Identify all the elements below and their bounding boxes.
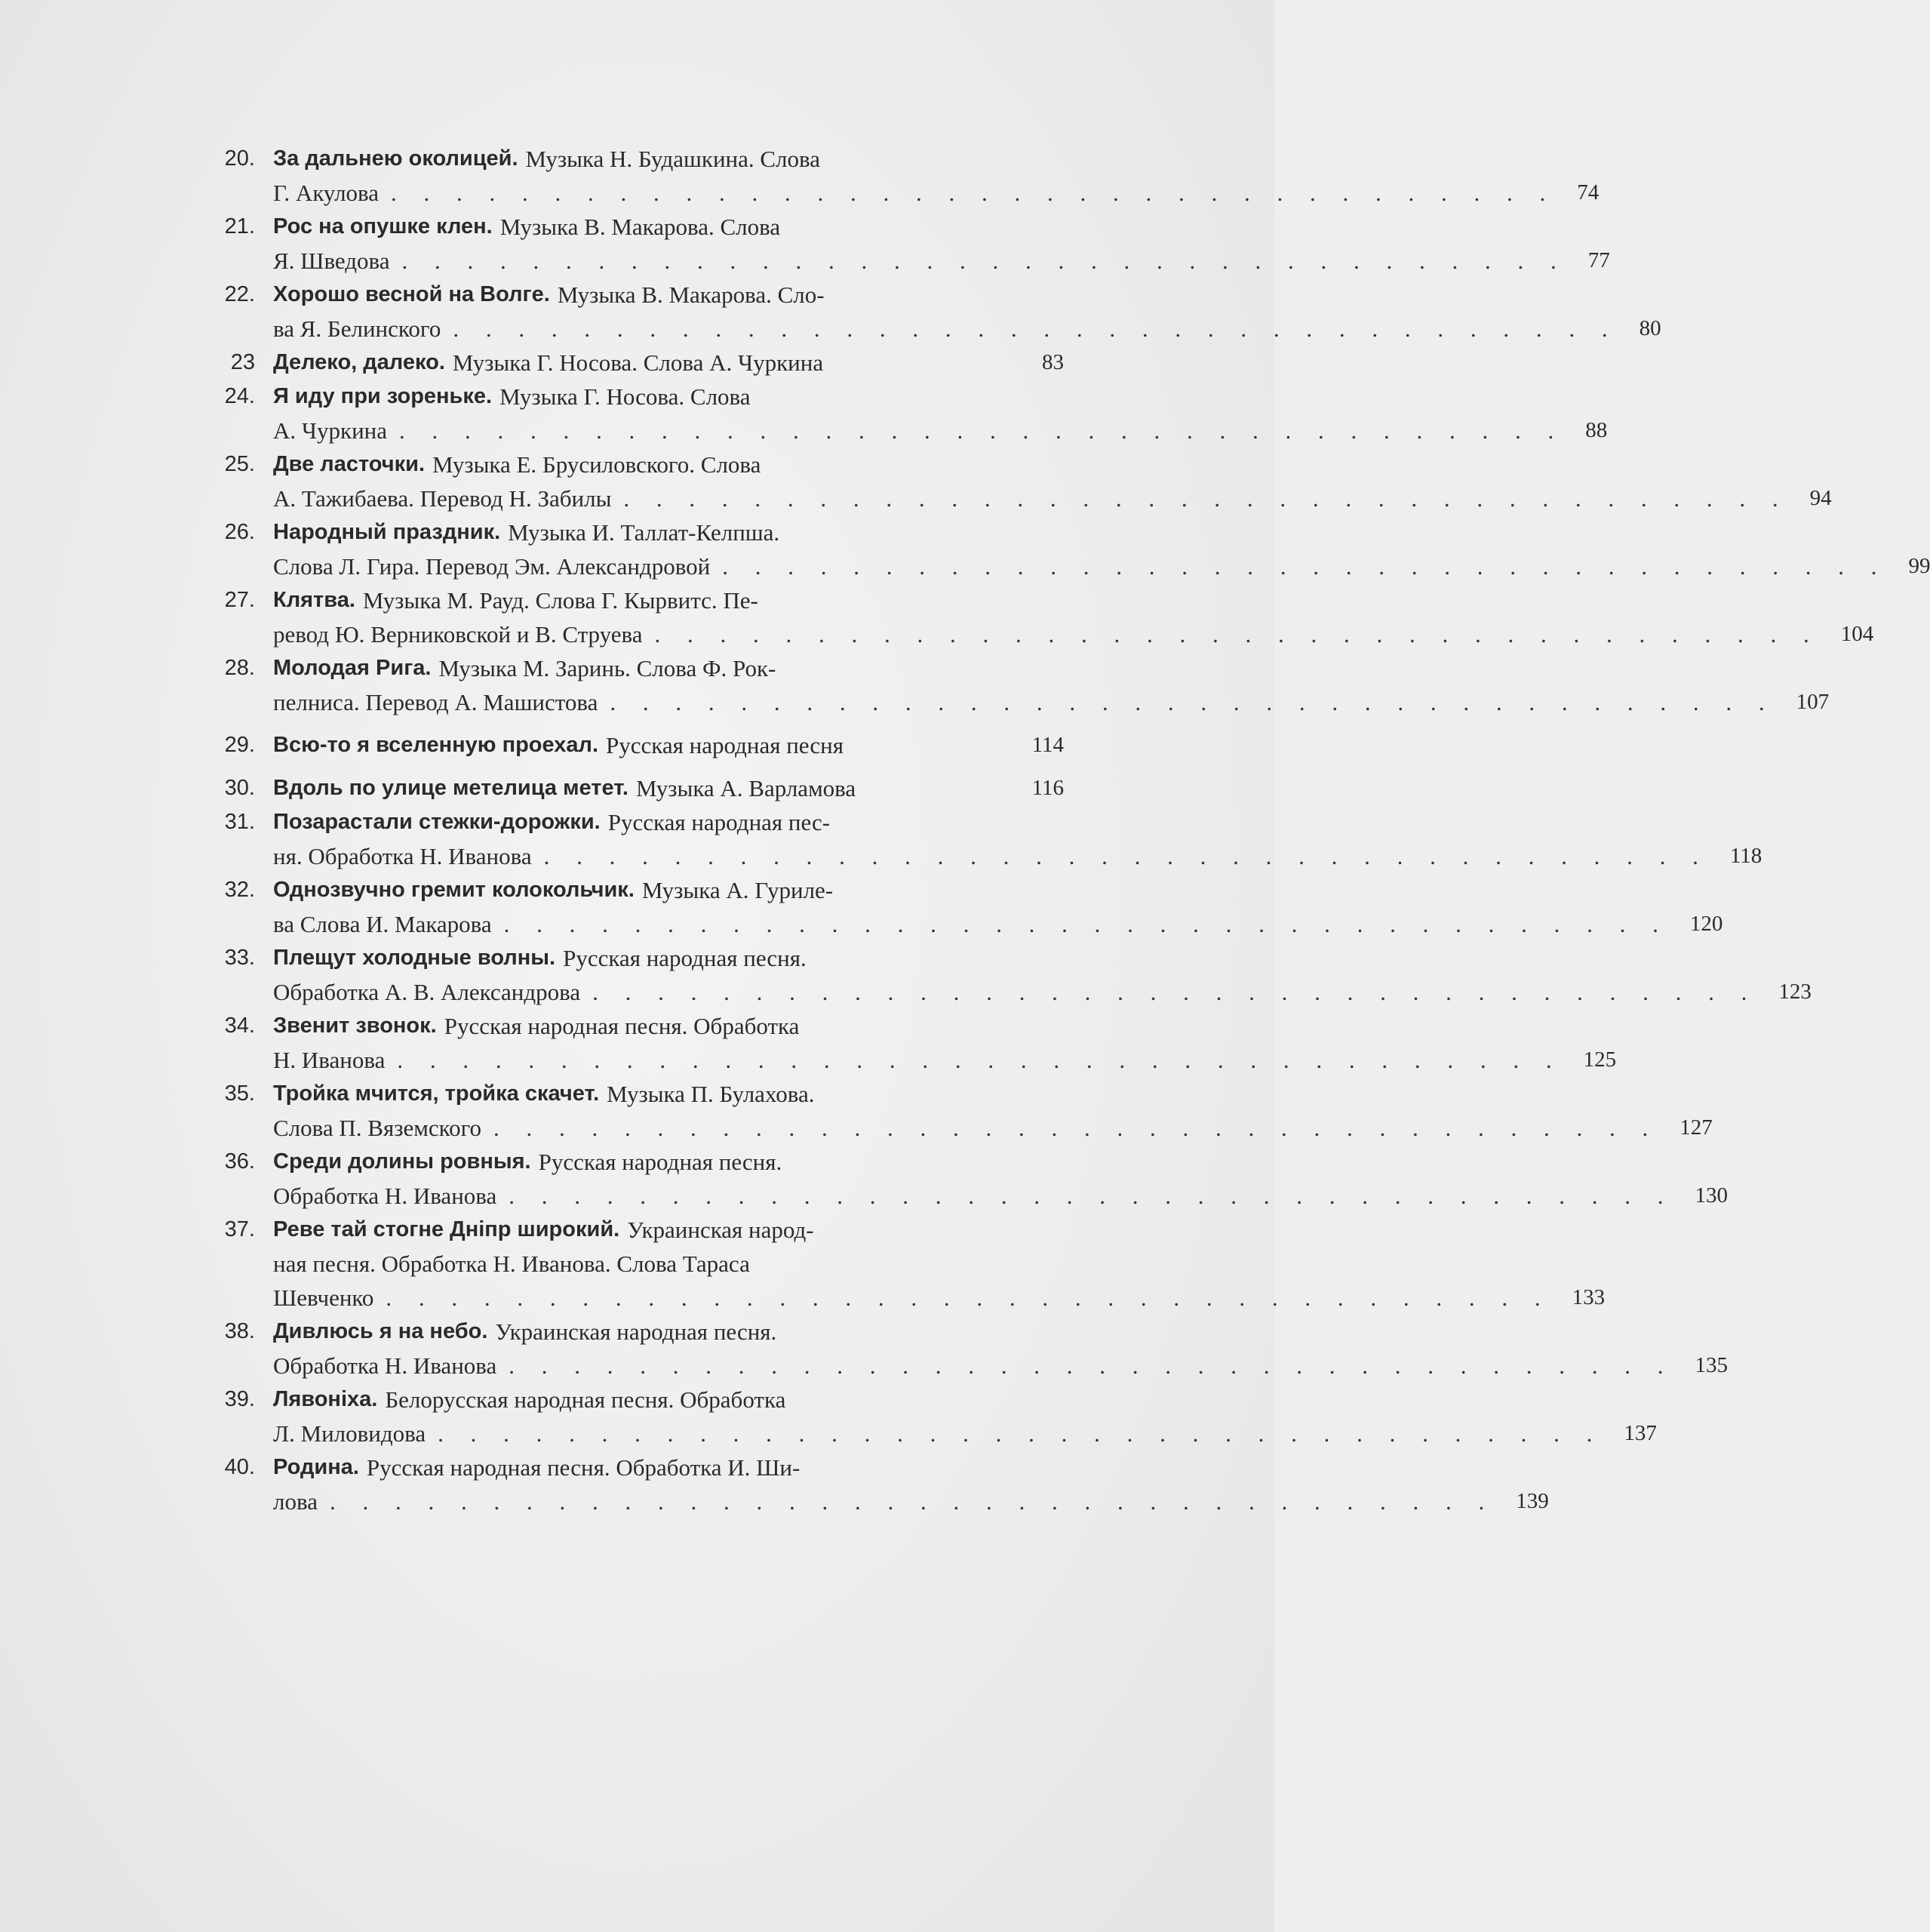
entry-number: 40. xyxy=(224,1455,255,1479)
toc-entry xyxy=(219,941,1812,1009)
entry-description: Музыка В. Макарова. Слова xyxy=(499,214,781,240)
entry-title: Дивлюсь я на небо. xyxy=(273,1319,488,1343)
entry-number: 30. xyxy=(224,776,255,800)
entry-number: 23 xyxy=(230,350,255,374)
entry-title: Делеко, далеко. xyxy=(273,350,445,374)
entry-title: Клятва. xyxy=(273,588,355,612)
page-number: 104 xyxy=(1840,622,1874,646)
dot-leader: . . . . . . . . . . . . . . . . . . . . . . . . . . . . . . . . . . . . xyxy=(391,180,1557,206)
dot-leader: . . . . . . . . . . . . . . . . . . . . . . . . . . . . . . . . . . . . xyxy=(722,553,1888,580)
entry-number: 31. xyxy=(224,810,255,834)
entry-number: 35. xyxy=(224,1081,255,1106)
entry-description: Музыка М. Заринь. Слова Ф. Рок- xyxy=(438,655,776,681)
entry-description: Музыка А. Гуриле- xyxy=(641,877,834,903)
toc-entry xyxy=(219,515,1930,583)
entry-continuation: Шевченко xyxy=(273,1284,374,1311)
dot-leader: . . . . . . . . . . . . . . . . . . . . . . . . . . . . . . . . . . . . xyxy=(329,1488,1495,1515)
page-number: 94 xyxy=(1809,486,1832,510)
dot-leader: . . . . . . . . . . . . . . . . . . . . . . . . . . . . . . . . . . . . xyxy=(386,1284,1551,1311)
page-number: 127 xyxy=(1680,1115,1713,1140)
dot-leader: . . . . . . . . . . . . . . . . . . . . . . . . . . . . . . . . . . . . xyxy=(453,315,1618,342)
entry-number: 27. xyxy=(224,588,255,612)
toc-entry xyxy=(219,1009,1617,1077)
entry-title: Народный праздник. xyxy=(273,520,501,544)
entry-description: Русская народная пес- xyxy=(607,809,831,835)
dot-leader: . . . . . . . . . . . . . . . . . . . . . . . . . . . . . . . . . . . . xyxy=(438,1420,1603,1447)
page-number: 80 xyxy=(1639,316,1661,340)
page-number: 118 xyxy=(1729,844,1763,868)
entry-number: 39. xyxy=(224,1387,255,1411)
entry-description: Музыка Г. Носова. Слова А. Чуркина xyxy=(452,349,824,376)
entry-continuation: ревод Ю. Верниковской и В. Струева xyxy=(273,621,643,648)
entry-number: 33. xyxy=(224,946,255,970)
entry-title: Хорошо весной на Волге. xyxy=(273,282,550,306)
page-number: 139 xyxy=(1516,1489,1549,1513)
page-number: 130 xyxy=(1695,1183,1729,1208)
entry-number: 38. xyxy=(224,1319,255,1343)
entry-description: Музыка В. Макарова. Сло- xyxy=(557,281,825,308)
toc-entry xyxy=(219,728,1064,762)
entry-title: Две ласточки. xyxy=(273,452,426,476)
entry-continuation: Я. Шведова xyxy=(273,248,390,274)
dot-leader: . . . . . . . . . . . . . . . . . . . . . . . . . . . . . . . . . . . . xyxy=(610,689,1775,715)
entry-description: Музыка И. Таллат-Келпша. xyxy=(508,519,780,546)
entry-title: Плещут холодные волны. xyxy=(273,946,556,970)
entry-continuation: А. Тажибаева. Перевод Н. Забилы xyxy=(273,485,612,512)
entry-continuation: Г. Акулова xyxy=(273,180,380,206)
entry-number: 34. xyxy=(224,1014,255,1038)
page-number: 133 xyxy=(1572,1285,1606,1309)
page-number: 137 xyxy=(1624,1421,1657,1445)
entry-title: Среди долины ровныя. xyxy=(273,1149,531,1174)
entry-continuation: Обработка Н. Иванова xyxy=(273,1183,497,1209)
toc-entry xyxy=(219,805,1763,873)
entry-description: Музыка М. Рауд. Слова Г. Кырвитс. Пе- xyxy=(362,587,758,614)
page-number: 88 xyxy=(1585,418,1608,442)
page-number: 99 xyxy=(1908,554,1930,578)
page-number: 125 xyxy=(1583,1048,1617,1072)
toc-entry xyxy=(219,1451,1549,1518)
dot-leader: . . . . . . . . . . . . . . . . . . . . . . . . . . . . . . . . . . . . xyxy=(401,248,1567,274)
entry-number: 21. xyxy=(224,214,255,238)
entry-number: 29. xyxy=(224,733,255,757)
entry-continuation: ва Я. Белинского xyxy=(273,315,441,342)
entry-number: 22. xyxy=(224,282,255,306)
page-number: 116 xyxy=(1031,776,1064,800)
entry-title: Родина. xyxy=(273,1455,359,1479)
entry-title: Реве тай стогне Днiпр широкий. xyxy=(273,1217,620,1241)
entry-number: 28. xyxy=(224,656,255,680)
toc-entry xyxy=(219,771,1064,805)
entry-continuation: Обработка А. В. Александрова xyxy=(273,979,581,1005)
entry-title: Всю-то я вселенную проехал. xyxy=(273,733,599,757)
entry-continuation: лова xyxy=(273,1488,318,1515)
entry-continuation: ва Слова И. Макарова xyxy=(273,911,492,937)
entry-continuation: пелниса. Перевод А. Машистова xyxy=(273,689,598,715)
entry-title: Молодая Рига. xyxy=(273,656,432,680)
entry-description: Музыка А. Варламова xyxy=(635,775,856,801)
toc-entry xyxy=(219,1145,1729,1213)
entry-title: Я иду при зореньке. xyxy=(273,384,493,408)
page-number: 83 xyxy=(1042,350,1064,374)
dot-leader: . . . . . . . . . . . . . . . . . . . . . . . . . . . . . . . . . . . . xyxy=(493,1115,1659,1141)
entry-continuation: Слова Л. Гира. Перевод Эм. Александровой xyxy=(273,553,711,580)
entry-description: Русская народная песня. Обработка И. Ши- xyxy=(366,1454,801,1481)
entry-continuation: Обработка Н. Иванова xyxy=(273,1352,497,1379)
entry-description: Музыка Н. Будашкина. Слова xyxy=(525,146,821,172)
page-number: 123 xyxy=(1778,980,1812,1004)
page-number: 120 xyxy=(1689,912,1723,936)
toc-entry xyxy=(219,873,1723,941)
entry-continuation: Л. Миловидова xyxy=(273,1420,426,1447)
entry-number: 25. xyxy=(224,452,255,476)
page-number: 135 xyxy=(1695,1353,1729,1377)
toc-entry xyxy=(219,142,1600,210)
entry-title: Однозвучно гремит колокольчик. xyxy=(273,878,635,902)
entry-title: Тройка мчится, тройка скачет. xyxy=(273,1081,600,1106)
toc-entry xyxy=(219,1213,1606,1315)
toc-entry xyxy=(219,346,1064,380)
entry-title: Лявонiха. xyxy=(273,1387,378,1411)
entry-title: Вдоль по улице метелица метет. xyxy=(273,776,628,800)
entry-description: Музыка П. Булахова. xyxy=(607,1081,815,1107)
dot-leader: . . . . . . . . . . . . . . . . . . . . . . . . . . . . . . . . . . . . xyxy=(397,1047,1563,1073)
toc-entry xyxy=(219,448,1832,515)
entry-continuation: Слова П. Вяземского xyxy=(273,1115,482,1141)
dot-leader: . . . . . . . . . . . . . . . . . . . . . . . . . . . . . . . . . . . . xyxy=(399,417,1565,444)
entry-number: 20. xyxy=(224,146,255,171)
page-number: 74 xyxy=(1577,180,1600,205)
dot-leader: . . . . . . . . . . . . . . . . . . . . . . . . . . . . . . . . . . . . xyxy=(509,1183,1674,1209)
entry-description: Украинская народ- xyxy=(627,1217,814,1243)
entry-number: 26. xyxy=(224,520,255,544)
entry-number: 32. xyxy=(224,878,255,902)
dot-leader: . . . . . . . . . . . . . . . . . . . . . . . . . . . . . . . . . . . . xyxy=(623,485,1789,512)
dot-leader: . . . . . . . . . . . . . . . . . . . . . . . . . . . . . . . . . . . . xyxy=(654,621,1820,648)
entry-description: Белорусская народная песня. Обработка xyxy=(385,1386,786,1413)
page-number: 107 xyxy=(1796,690,1830,714)
toc-entry xyxy=(219,651,1830,719)
entry-continuation: ная песня. Обработка Н. Иванова. Слова Тараса xyxy=(273,1251,750,1277)
entry-title: Позарастали стежки-дорожки. xyxy=(273,810,601,834)
page-number: 77 xyxy=(1587,248,1610,272)
dot-leader: . . . . . . . . . . . . . . . . . . . . . . . . . . . . . . . . . . . . xyxy=(503,911,1669,937)
toc-entry xyxy=(219,1077,1713,1145)
entry-continuation: А. Чуркина xyxy=(273,417,388,444)
entry-description: Русская народная песня. xyxy=(538,1149,782,1175)
dot-leader: . . . . . . . . . . . . . . . . . . . . . . . . . . . . . . . . . . . . xyxy=(592,979,1758,1005)
dot-leader: . . . . . . . . . . . . . . . . . . . . . . . . . . . . . . . . . . . . xyxy=(543,843,1709,869)
page-number: 114 xyxy=(1031,733,1064,757)
toc-entry xyxy=(219,278,1661,346)
entry-title: Звенит звонок. xyxy=(273,1014,437,1038)
entry-continuation: Н. Иванова xyxy=(273,1047,386,1073)
entry-continuation: ня. Обработка Н. Иванова xyxy=(273,843,532,869)
entry-title: За дальнею околицей. xyxy=(273,146,518,171)
entry-number: 36. xyxy=(224,1149,255,1174)
entry-description: Русская народная песня xyxy=(606,732,844,758)
entry-description: Русская народная песня. Обработка xyxy=(444,1013,800,1039)
toc-entry xyxy=(219,210,1610,278)
entry-description: Музыка Е. Брусиловского. Слова xyxy=(432,451,761,478)
entry-description: Русская народная песня. xyxy=(563,945,807,971)
table-of-contents xyxy=(219,142,1930,1518)
entry-number: 37. xyxy=(224,1217,255,1241)
entry-number: 24. xyxy=(224,384,255,408)
dot-leader: . . . . . . . . . . . . . . . . . . . . . . . . . . . . . . . . . . . . xyxy=(509,1352,1674,1379)
toc-entry xyxy=(219,583,1874,651)
toc-entry xyxy=(219,380,1608,448)
entry-description: Музыка Г. Носова. Слова xyxy=(499,383,751,410)
toc-entry xyxy=(219,1383,1657,1451)
entry-title: Рос на опушке клен. xyxy=(273,214,493,238)
entry-description: Украинская народная песня. xyxy=(495,1318,777,1345)
toc-entry xyxy=(219,1315,1729,1383)
